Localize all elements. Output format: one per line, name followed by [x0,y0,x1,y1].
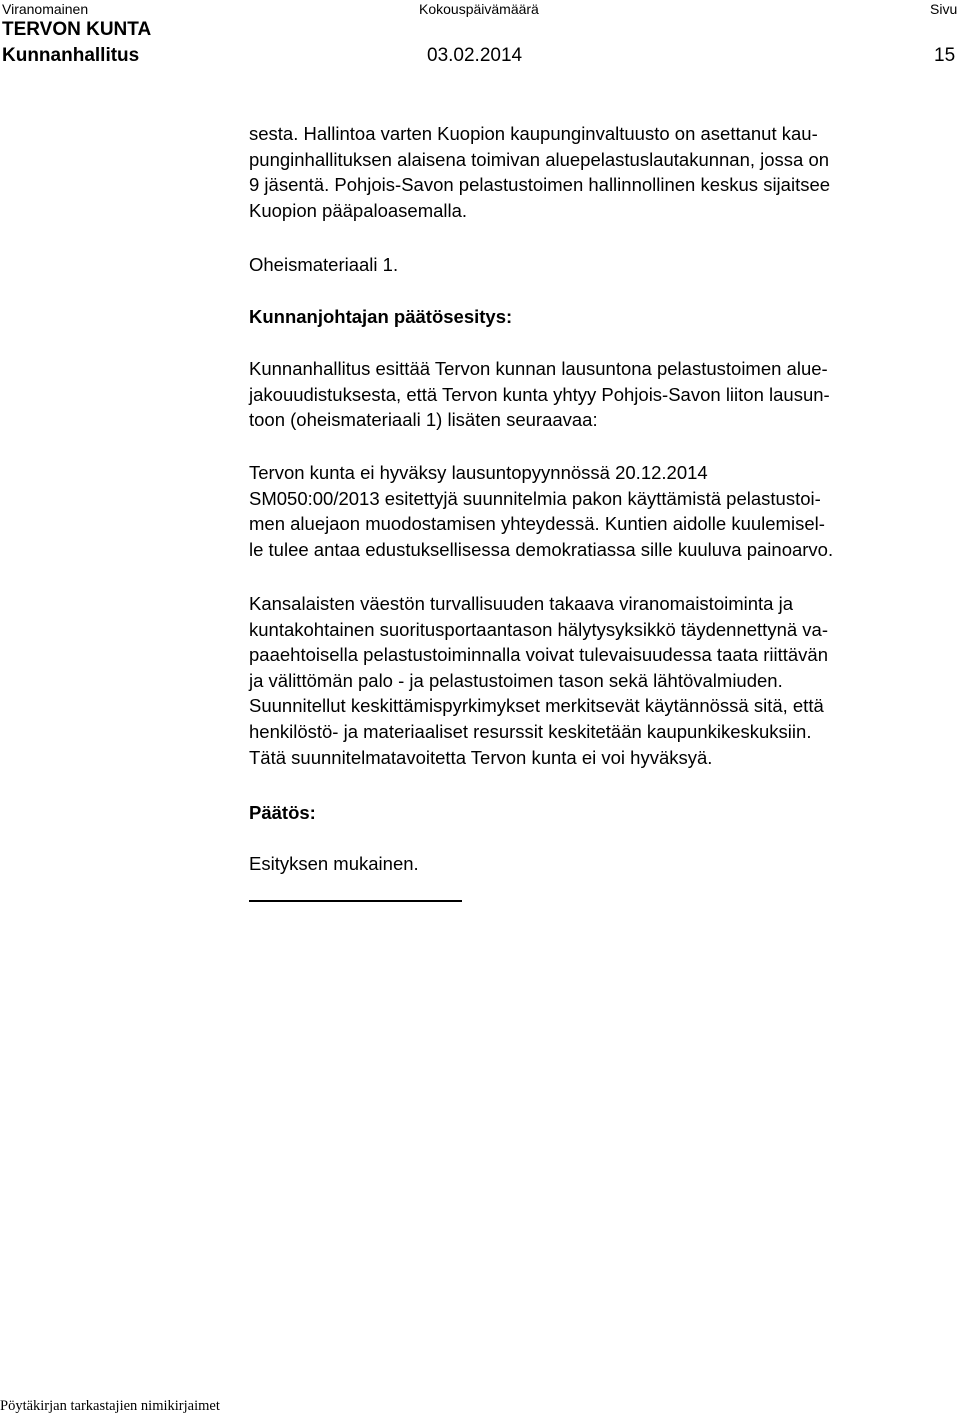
header-label-authority: Viranomainen [2,1,89,17]
text-line: Tätä suunnitelmatavoitetta Tervon kunta ei voi hyväksyä. [249,746,713,768]
decision-heading [249,800,960,826]
text-line: SM050:00/2013 esitettyjä suunnitelmia pakon käyttämistä pelastustoi- [249,487,821,509]
footer-initials-label: Pöytäkirjan tarkastajien nimikirjaimet [0,1398,220,1414]
header-body: Kunnanhallitus [2,45,140,66]
text-line: men aluejaon muodostamisen yhteydessä. Kuntien aidolle kuulemisel- [249,513,825,535]
header-label-meeting-date: Kokouspäivämäärä [419,1,539,17]
proposal-heading-text: Kunnanjohtajan päätösesitys: [249,306,513,327]
decision-text [249,851,960,877]
text-line: le tulee antaa edustuksellisessa demokratiassa sille kuuluva painoarvo. [249,538,834,560]
header-date: 03.02.2014 [427,45,523,66]
text-line: jakouudistuksesta, että Tervon kunta yhtyy Pohjois-Savon liiton lausun- [249,383,830,405]
paragraph-proposal [249,356,960,433]
text-line: 9 jäsentä. Pohjois-Savon pelastustoimen hallinnollinen keskus sijaitsee [249,174,831,196]
header-label-page: Sivu [930,1,958,17]
text-line: Kansalaisten väestön turvallisuuden takaava viranomaistoiminta ja [249,593,793,614]
paragraph-security [249,591,960,770]
header-page-number: 15 [934,45,956,66]
text-line: Suunnitellut keskittämispyrkimykset merkitsevät käytännössä sitä, että [249,695,824,717]
text-line: Kunnanhallitus esittää Tervon kunnan lausuntona pelastustoimen alue- [249,358,828,379]
proposal-heading [249,304,960,330]
text-line: punginhallituksen alaisena toimivan aluepelastuslautakunnan, jossa on [249,148,830,170]
attachment-reference [249,252,960,278]
decision-heading-text: Päätös: [249,802,316,823]
signature-line [249,900,462,902]
decision-value: Esityksen mukainen. [249,853,419,874]
header-municipality: TERVON KUNTA [2,19,152,40]
paragraph-statement [249,460,960,562]
text-line: henkilöstö- ja materiaaliset resurssit keskitetään kaupunkikeskuksiin. [249,720,812,742]
paragraph-background [249,121,960,223]
text-line: Kuopion pääpaloasemalla. [249,199,468,221]
text-line: kuntakohtainen suoritusportaantason hälytysyksikkö täydennettynä va- [249,618,828,640]
text-line: ja välittömän palo - ja pelastustoimen tason sekä lähtövalmiuden. [249,669,783,691]
attachment-text: Oheismateriaali 1. [249,254,399,275]
text-line: paaehtoisella pelastustoiminnalla voivat tulevaisuudessa taata riittävän [249,644,828,666]
text-line: toon (oheismateriaali 1) lisäten seuraavaa: [249,409,598,431]
text-line: Tervon kunta ei hyväksy lausuntopyynnössä 20.12.2014 [249,462,708,483]
text-line: sesta. Hallintoa varten Kuopion kaupunginvaltuusto on asettanut kau- [249,123,818,144]
